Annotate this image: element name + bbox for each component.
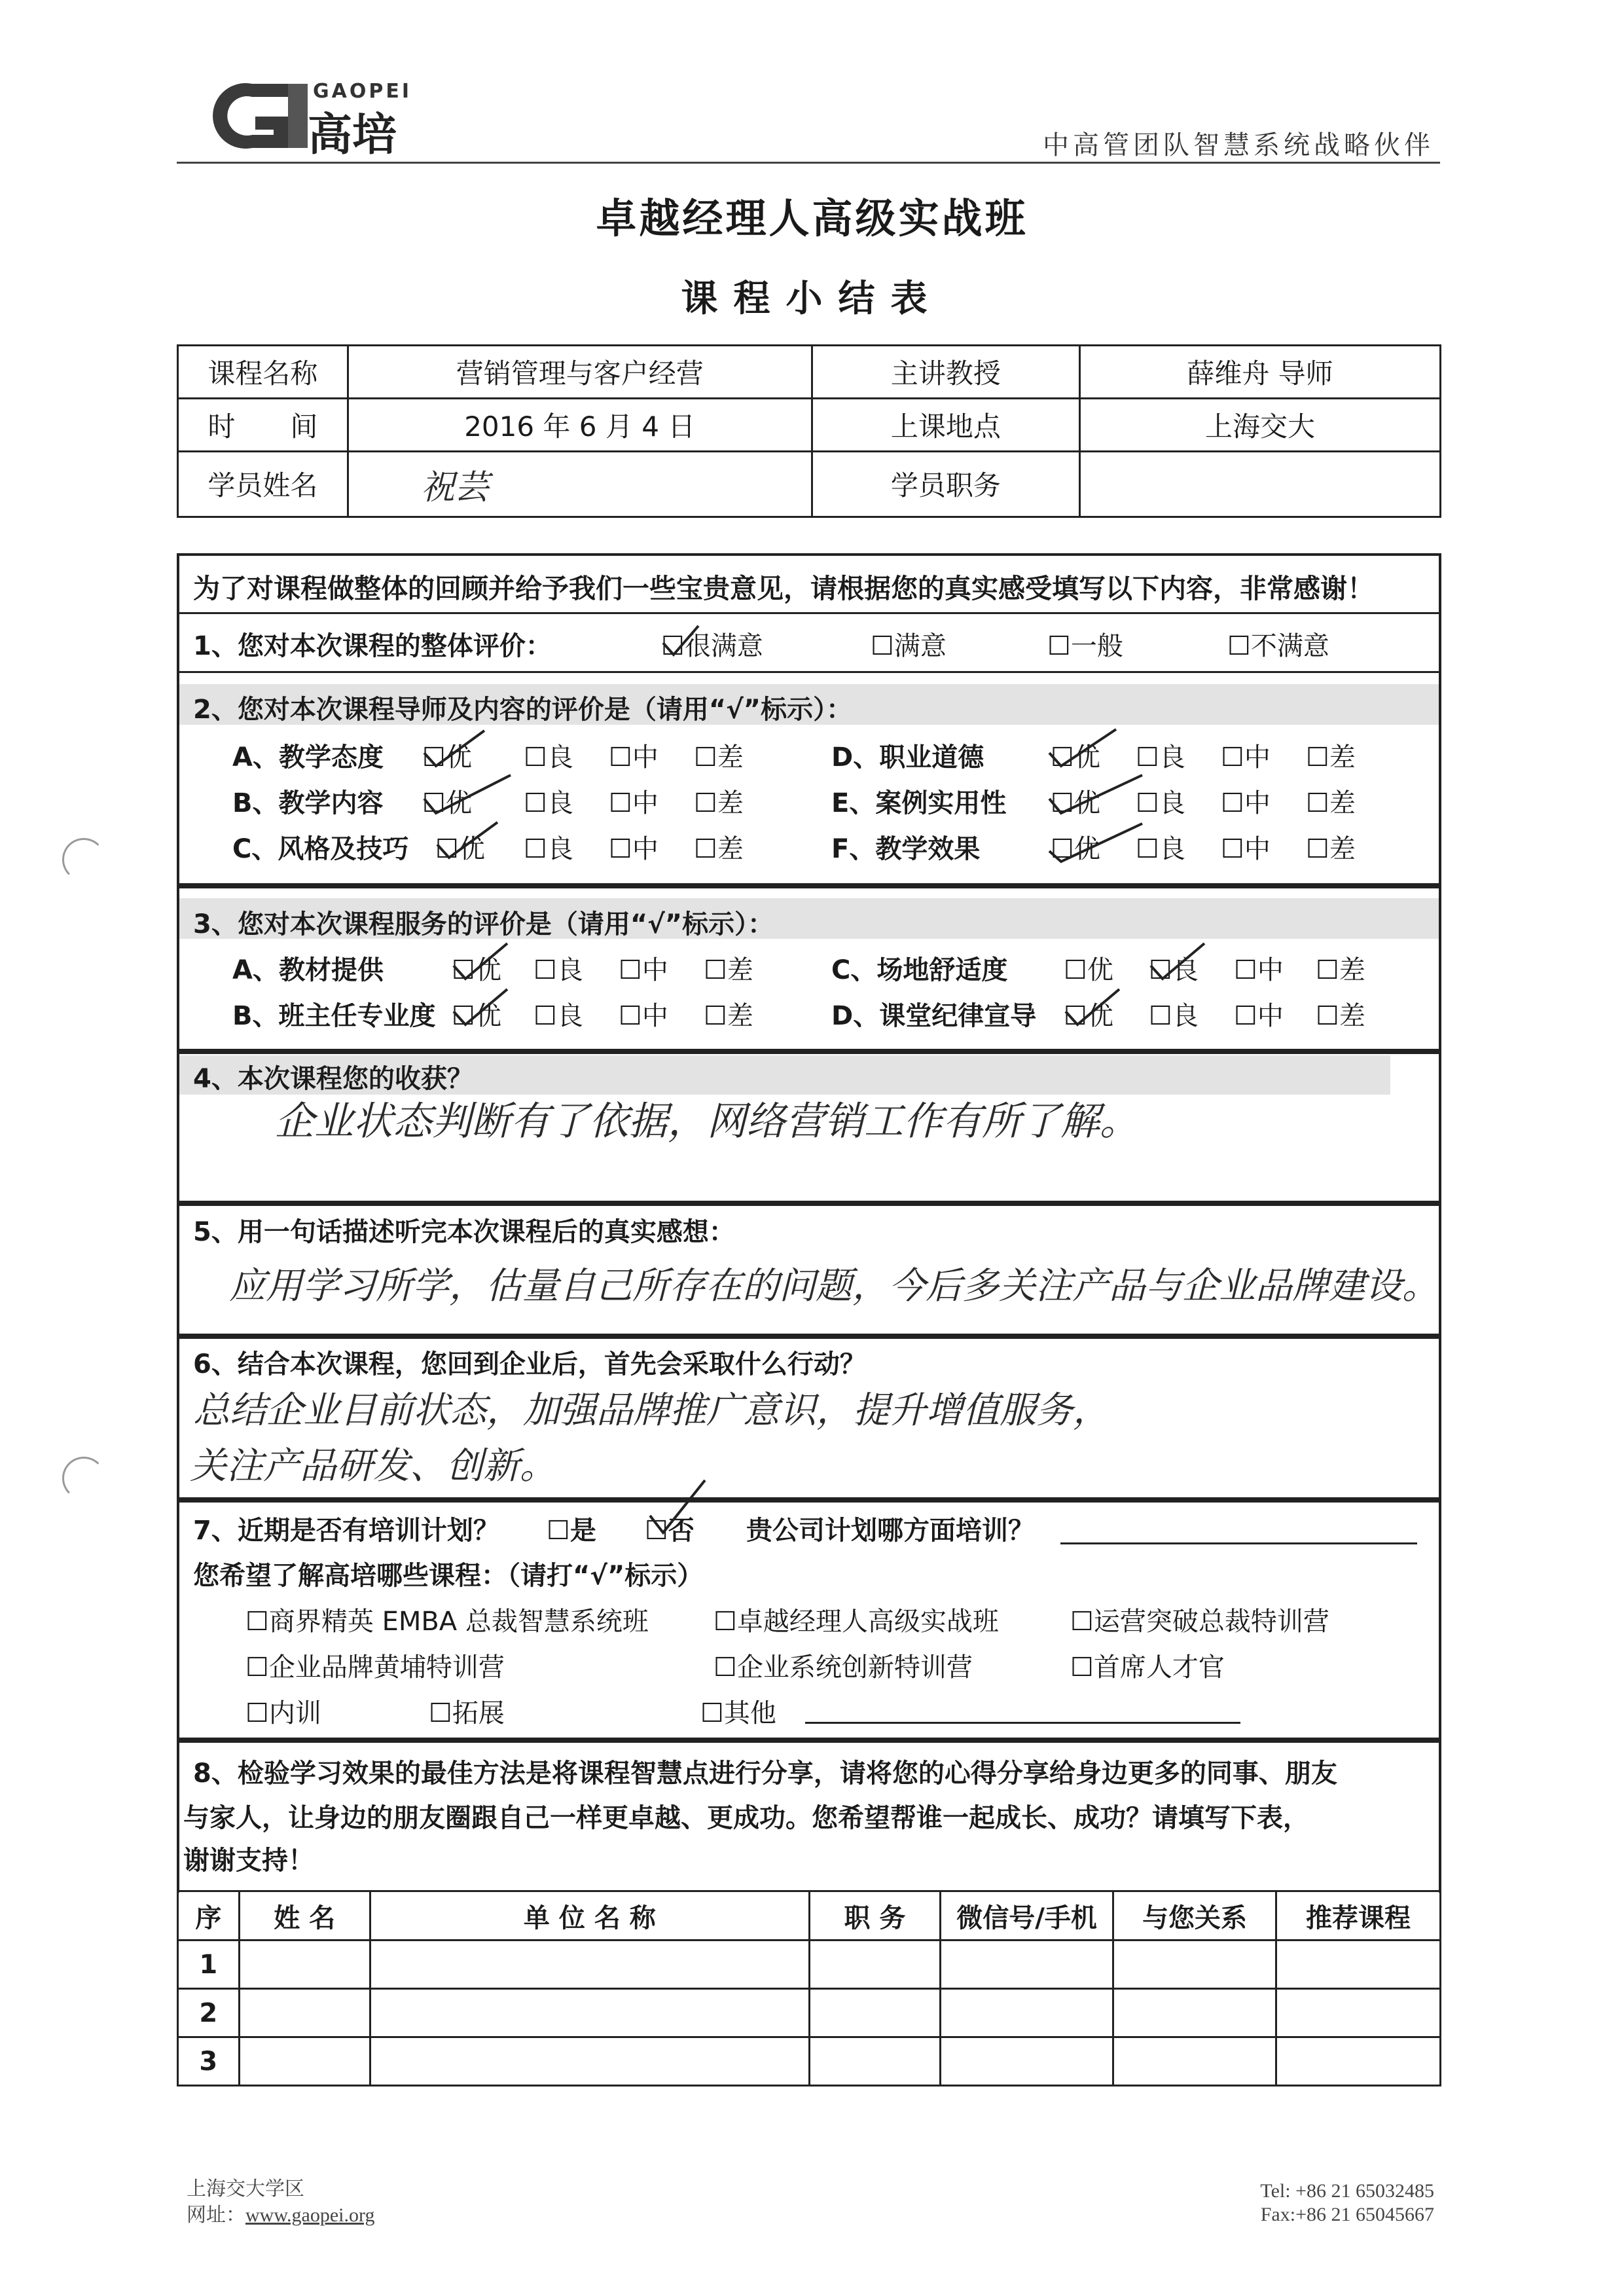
q4-label: 4、本次课程您的收获？	[193, 1064, 473, 1094]
q7-courses-label: 您希望了解高培哪些课程：（请打“√”标示）	[193, 1561, 704, 1591]
grade-checkbox[interactable]: ☐优	[422, 742, 472, 773]
q2-item-label: E、案例实用性	[831, 788, 1007, 818]
check-mark-icon	[432, 818, 504, 864]
q5-answer-handwriting[interactable]: 应用学习所学，估量自己所存在的问题，今后多关注产品与企业品牌建设。	[229, 1265, 1439, 1307]
course-checkbox[interactable]: ☐其他	[700, 1698, 776, 1728]
row-number: 1	[178, 1941, 240, 1989]
course-info-table	[177, 344, 1441, 518]
position-field[interactable]	[1080, 451, 1441, 517]
lecturer-value: 薛维舟 导师	[1080, 346, 1441, 399]
grade-checkbox[interactable]: ☐优	[452, 1001, 501, 1031]
gaopei-logo-mark	[190, 77, 314, 155]
course-checkbox[interactable]: ☐企业系统创新特训营	[713, 1652, 973, 1683]
course-checkbox[interactable]: ☐首席人才官	[1070, 1652, 1225, 1683]
q8-label-line-3: 谢谢支持！	[183, 1846, 314, 1876]
check-mark-icon	[658, 622, 704, 661]
grade-checkbox[interactable]: ☐中	[1234, 955, 1284, 985]
lecturer-label: 主讲教授	[812, 346, 1079, 399]
grade-checkbox[interactable]: ☐优	[1064, 955, 1113, 985]
q2-item-label: B、教学内容	[232, 788, 384, 818]
q3-item-label: A、教材提供	[232, 955, 384, 985]
grade-checkbox[interactable]: ☐优	[1051, 742, 1100, 773]
q1-option-very-satisfied[interactable]: ☐很满意	[661, 631, 763, 661]
q6-answer-line-1[interactable]: 总结企业目前状态，加强品牌推广意识，提升增值服务，	[193, 1389, 1110, 1432]
grade-checkbox[interactable]: ☐差	[1316, 955, 1365, 985]
grade-checkbox[interactable]: ☐中	[1221, 742, 1271, 773]
title-cell[interactable]	[809, 1941, 940, 1989]
table-row	[178, 1989, 1441, 2037]
course-cell[interactable]	[1276, 1941, 1441, 1989]
q7-label: 7、近期是否有培训计划？	[193, 1516, 499, 1546]
grade-checkbox[interactable]: ☐差	[1316, 1001, 1365, 1031]
grade-checkbox[interactable]: ☐优	[1051, 834, 1100, 864]
footer-fax: Fax:+86 21 65045667	[1260, 2204, 1434, 2225]
q7-which-label: 贵公司计划哪方面培训？	[746, 1516, 1034, 1546]
grade-checkbox[interactable]: ☐良	[1149, 1001, 1199, 1031]
time-label: 时 间	[178, 398, 348, 451]
course-cell[interactable]	[1276, 1989, 1441, 2037]
other-input-line[interactable]	[805, 1722, 1240, 1724]
check-mark-icon	[1044, 818, 1149, 864]
grade-checkbox[interactable]: ☐优	[435, 834, 485, 864]
contact-cell[interactable]	[941, 1989, 1113, 2037]
grade-checkbox[interactable]: ☐良	[1149, 955, 1199, 985]
grade-checkbox[interactable]: ☐差	[1306, 742, 1356, 773]
q6-answer-line-2[interactable]: 关注产品研发、创新。	[190, 1445, 556, 1487]
divider	[177, 612, 1441, 614]
grade-checkbox[interactable]: ☐优	[422, 788, 472, 818]
grade-checkbox[interactable]: ☐良	[1136, 788, 1185, 818]
check-mark-icon	[1044, 727, 1123, 773]
logo-english: GAOPEI	[313, 80, 412, 103]
course-name-value: 营销管理与客户经营	[348, 346, 812, 399]
punch-hole-mark	[62, 1457, 105, 1500]
table-row	[178, 2037, 1441, 2086]
student-name-handwriting: 祝芸	[420, 467, 489, 507]
grade-checkbox[interactable]: ☐差	[694, 834, 744, 864]
title-cell[interactable]	[809, 1989, 940, 2037]
grade-checkbox[interactable]: ☐良	[1136, 834, 1185, 864]
course-cell[interactable]	[1276, 2037, 1441, 2086]
grade-checkbox[interactable]: ☐中	[1234, 1001, 1284, 1031]
grade-checkbox[interactable]: ☐良	[524, 788, 573, 818]
grade-checkbox[interactable]: ☐中	[619, 955, 668, 985]
q1-option-satisfied[interactable]: ☐满意	[871, 631, 947, 661]
q2-item-label: F、教学效果	[831, 834, 981, 864]
row-number: 2	[178, 1989, 240, 2037]
q2-item-label: A、教学态度	[232, 742, 384, 773]
q1-label: 1、您对本次课程的整体评价：	[193, 631, 552, 661]
grade-checkbox[interactable]: ☐中	[1221, 788, 1271, 818]
grade-checkbox[interactable]: ☐差	[694, 742, 744, 773]
grade-checkbox[interactable]: ☐中	[609, 742, 659, 773]
q3-item-label: D、课堂纪律宣导	[831, 1001, 1037, 1031]
grade-checkbox[interactable]: ☐良	[1136, 742, 1185, 773]
place-value: 上海交大	[1080, 398, 1441, 451]
check-mark-icon	[419, 727, 491, 773]
course-checkbox[interactable]: ☐卓越经理人高级实战班	[713, 1607, 999, 1637]
course-checkbox[interactable]: ☐内训	[245, 1698, 321, 1728]
q8-label-line-2: 与家人，让身边的朋友圈跟自己一样更卓越、更成功。您希望帮谁一起成长、成功？请填写下表，	[183, 1803, 1309, 1833]
course-checkbox[interactable]: ☐拓展	[429, 1698, 505, 1728]
website-label: 网址：	[187, 2204, 245, 2226]
grade-checkbox[interactable]: ☐良	[524, 742, 573, 773]
q8-label-line-1: 8、检验学习效果的最佳方法是将课程智慧点进行分享，请将您的心得分享给身边更多的同事、朋友	[193, 1758, 1337, 1789]
grade-checkbox[interactable]: ☐中	[609, 788, 659, 818]
column-header: 推荐课程	[1276, 1891, 1441, 1941]
q1-option-average[interactable]: ☐一般	[1047, 631, 1123, 661]
grade-checkbox[interactable]: ☐中	[1221, 834, 1271, 864]
check-mark-icon	[1146, 939, 1211, 985]
punch-hole-mark	[62, 838, 105, 881]
name-cell[interactable]	[239, 1941, 370, 1989]
check-mark-icon	[448, 985, 514, 1031]
column-header: 序	[178, 1891, 240, 1941]
grade-checkbox[interactable]: ☐差	[694, 788, 744, 818]
time-value: 2016 年 6 月 4 日	[348, 398, 812, 451]
grade-checkbox[interactable]: ☐中	[619, 1001, 668, 1031]
grade-checkbox[interactable]: ☐良	[533, 955, 583, 985]
column-header: 姓 名	[239, 1891, 370, 1941]
q7-no-checkbox[interactable]: ☐否	[645, 1516, 695, 1546]
student-name-field[interactable]	[348, 451, 812, 517]
check-mark-icon	[1060, 985, 1126, 1031]
q3-item-label: B、班主任专业度	[232, 1001, 436, 1031]
grade-checkbox[interactable]: ☐优	[1051, 788, 1100, 818]
intro-text: 为了对课程做整体的回顾并给予我们一些宝贵意见，请根据您的真实感受填写以下内容，非常感谢！	[193, 573, 1374, 604]
company-cell[interactable]	[370, 2037, 809, 2086]
course-checkbox[interactable]: ☐企业品牌黄埔特训营	[245, 1652, 505, 1683]
q2-item-label: D、职业道德	[831, 742, 984, 773]
place-label: 上课地点	[812, 398, 1079, 451]
page-title: 卓越经理人高级实战班	[596, 194, 1028, 242]
grade-checkbox[interactable]: ☐差	[1306, 834, 1356, 864]
grade-checkbox[interactable]: ☐优	[452, 955, 501, 985]
student-name-label: 学员姓名	[178, 451, 348, 517]
relation-cell[interactable]	[1113, 1941, 1276, 1989]
grade-checkbox[interactable]: ☐差	[704, 955, 753, 985]
footer-website	[187, 2198, 374, 2227]
header-divider	[177, 162, 1440, 164]
column-header: 职 务	[809, 1891, 940, 1941]
q7-which-input-line[interactable]	[1060, 1542, 1417, 1544]
course-name-label: 课程名称	[178, 346, 348, 399]
q2-item-label: C、风格及技巧	[232, 834, 409, 864]
page-subtitle: 课程小结表	[681, 278, 943, 320]
grade-checkbox[interactable]: ☐中	[609, 834, 659, 864]
relation-cell[interactable]	[1113, 2037, 1276, 2086]
q1-option-unsatisfied[interactable]: ☐不满意	[1227, 631, 1329, 661]
relation-cell[interactable]	[1113, 1989, 1276, 2037]
divider	[177, 671, 1441, 673]
footer-tel: Tel: +86 21 65032485	[1260, 2180, 1434, 2202]
contact-cell[interactable]	[941, 1941, 1113, 1989]
slogan: 中高管团队智慧系统战略伙伴	[1043, 130, 1434, 160]
check-mark-icon	[419, 773, 517, 818]
grade-checkbox[interactable]: ☐良	[524, 834, 573, 864]
check-mark-icon	[448, 939, 514, 985]
column-header: 单 位 名 称	[370, 1891, 809, 1941]
q6-label: 6、结合本次课程，您回到企业后，首先会采取什么行动？	[193, 1349, 866, 1379]
company-cell[interactable]	[370, 1941, 809, 1989]
contact-cell[interactable]	[941, 2037, 1113, 2086]
q2-label: 2、您对本次课程导师及内容的评价是（请用“√”标示）：	[193, 695, 853, 725]
grade-checkbox[interactable]: ☐优	[1064, 1001, 1113, 1031]
column-header: 与您关系	[1113, 1891, 1276, 1941]
check-mark-icon	[645, 1476, 710, 1539]
course-checkbox[interactable]: ☐运营突破总裁特训营	[1070, 1607, 1329, 1637]
company-cell[interactable]	[370, 1989, 809, 2037]
grade-checkbox[interactable]: ☐良	[533, 1001, 583, 1031]
name-cell[interactable]	[239, 2037, 370, 2086]
check-mark-icon	[1044, 773, 1149, 818]
q3-label: 3、您对本次课程服务的评价是（请用“√”标示）：	[193, 909, 774, 939]
position-label: 学员职务	[812, 451, 1079, 517]
grade-checkbox[interactable]: ☐差	[704, 1001, 753, 1031]
title-cell[interactable]	[809, 2037, 940, 2086]
q7-yes-checkbox[interactable]: ☐是	[547, 1516, 596, 1546]
q5-label: 5、用一句话描述听完本次课程后的真实感想：	[193, 1217, 735, 1247]
q4-answer-handwriting[interactable]: 企业状态判断有了依据，网络营销工作有所了解。	[275, 1099, 1139, 1144]
column-header: 微信号/手机	[941, 1891, 1113, 1941]
course-checkbox[interactable]: ☐商界精英 EMBA 总裁智慧系统班	[245, 1607, 649, 1637]
footer-address: 上海交大学区	[187, 2178, 304, 2200]
q3-item-label: C、场地舒适度	[831, 955, 1008, 985]
table-row	[178, 1941, 1441, 1989]
name-cell[interactable]	[239, 1989, 370, 2037]
row-number: 3	[178, 2037, 240, 2086]
grade-checkbox[interactable]: ☐差	[1306, 788, 1356, 818]
logo-chinese: 高培	[308, 109, 397, 161]
referral-table	[177, 1890, 1441, 2086]
website-link[interactable]: www.gaopei.org	[245, 2204, 375, 2226]
